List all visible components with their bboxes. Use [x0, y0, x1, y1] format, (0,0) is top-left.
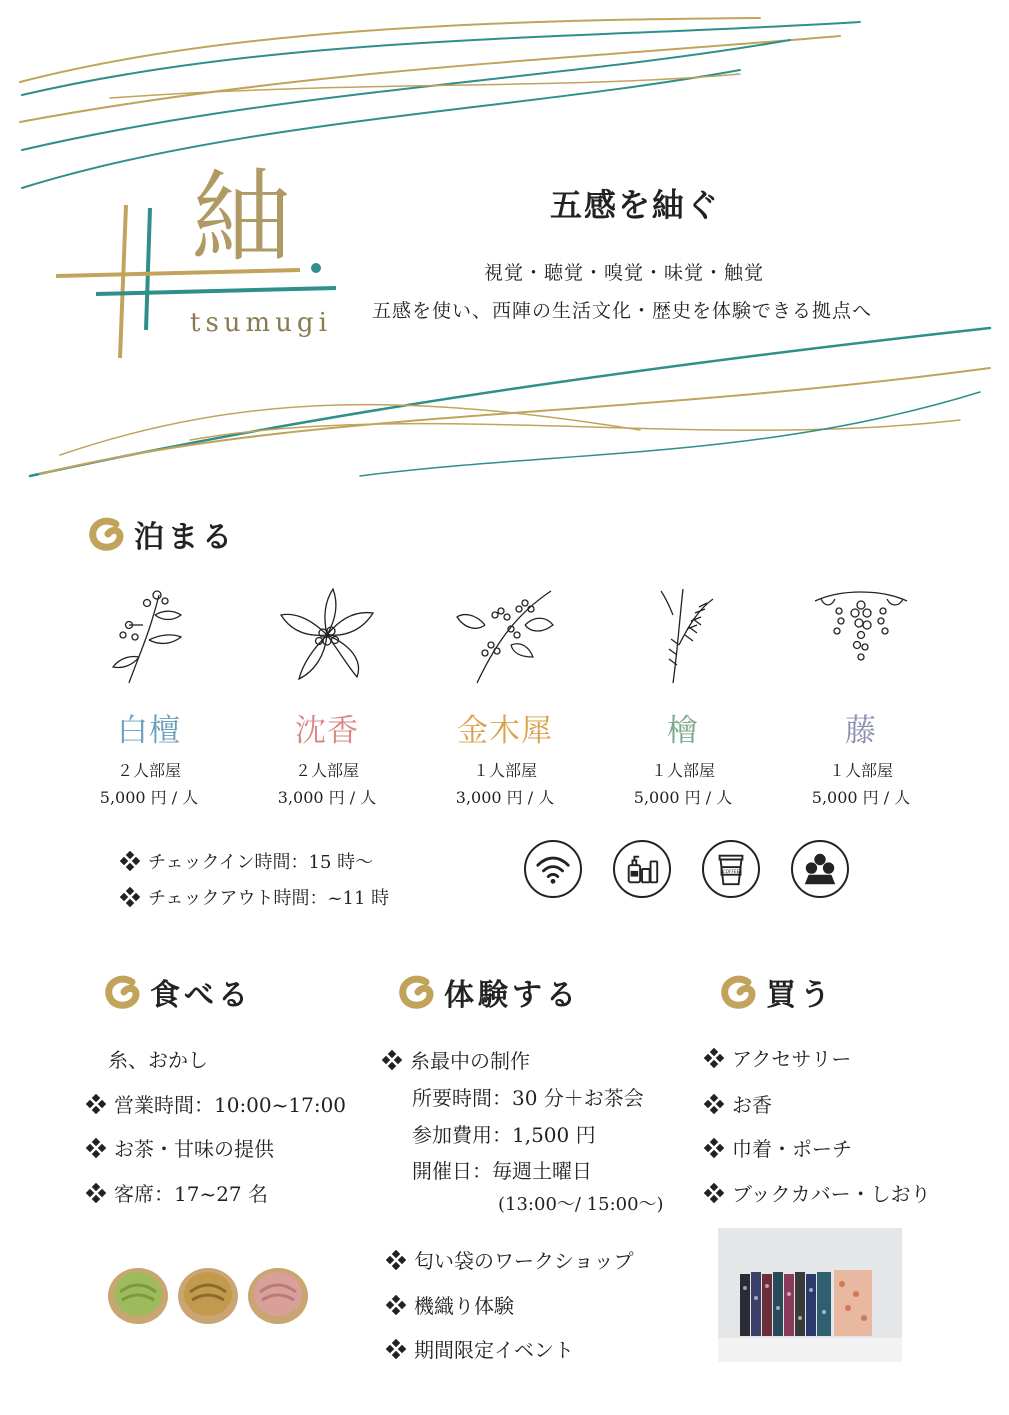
room-capacity: ２人部屋	[116, 761, 181, 780]
experience-item-sachet	[386, 1245, 634, 1274]
checkout-text: チェックアウト時間：~11 時	[148, 888, 390, 909]
logo-kanji: 紬	[192, 159, 292, 276]
room-name: 金木犀	[457, 713, 553, 749]
description-line: 五感を使い、西陣の生活文化・歴史を体験できる拠点へ	[372, 300, 873, 322]
wisteria-flower-icon	[811, 585, 911, 685]
experience-main-label: 糸最中の制作	[410, 1049, 530, 1073]
eat-item-seats	[86, 1178, 268, 1207]
room-card-fuji	[772, 585, 950, 808]
diamond-bullet-icon	[704, 1094, 724, 1114]
experience-fee: 参加費用：1,500 円	[412, 1123, 596, 1147]
diamond-bullet-icon	[386, 1250, 406, 1270]
experience-duration: 所要時間：30 分＋お茶会	[412, 1086, 644, 1110]
room-capacity: １人部屋	[472, 761, 537, 780]
tagline: 五感を紬ぐ	[550, 186, 721, 224]
section-title-experience	[396, 970, 580, 1014]
checkin-time	[120, 848, 373, 874]
room-card-kinmokusei	[416, 585, 594, 808]
experience-item-weaving	[386, 1290, 514, 1319]
diamond-bullet-icon	[120, 887, 140, 907]
room-card-hinoki	[594, 585, 772, 808]
experience-item-events	[386, 1334, 574, 1363]
experience-times: (13:00～/ 15:00～)	[498, 1194, 664, 1215]
diamond-bullet-icon	[86, 1183, 106, 1203]
coffee-icon	[702, 840, 760, 898]
amenity-icons	[524, 840, 849, 898]
toiletries-icon	[613, 840, 671, 898]
section-title-eat	[102, 970, 252, 1014]
agarwood-flower-icon	[277, 585, 377, 685]
diamond-bullet-icon	[86, 1094, 106, 1114]
brush-circle-icon	[102, 972, 142, 1012]
buy-item-pouch	[704, 1133, 852, 1162]
logo-roman-text: tsumugi	[190, 308, 332, 338]
section-title-buy	[718, 970, 834, 1014]
buy-item-bookcover	[704, 1178, 931, 1207]
book-covers-photo	[718, 1228, 902, 1362]
buy-item-label: アクセサリー	[732, 1047, 852, 1071]
monaka-sweets-image	[104, 1262, 308, 1328]
senses-line: 視覚・聴覚・嗅覚・味覚・触覚	[484, 262, 765, 284]
svg-text:COFFEE: COFFEE	[722, 869, 740, 875]
checkout-time	[120, 884, 389, 910]
wifi-icon	[524, 840, 582, 898]
cypress-branch-icon	[633, 585, 733, 685]
room-name: 沈香	[295, 713, 359, 749]
room-capacity: １人部屋	[650, 761, 715, 780]
brush-circle-icon	[718, 972, 758, 1012]
section-title-buy-label: 買う	[766, 978, 834, 1013]
experience-item-label: 機織り体験	[414, 1294, 514, 1318]
room-capacity: １人部屋	[828, 761, 893, 780]
room-name: 檜	[667, 713, 699, 749]
section-title-stay	[86, 512, 236, 556]
diamond-bullet-icon	[704, 1183, 724, 1203]
sandalwood-flower-icon	[99, 585, 199, 685]
diamond-bullet-icon	[386, 1295, 406, 1315]
diamond-bullet-icon	[120, 851, 140, 871]
section-title-eat-label: 食べる	[150, 978, 252, 1013]
shared-space-icon	[791, 840, 849, 898]
room-card-byakudan	[60, 585, 238, 808]
buy-item-label: お香	[732, 1093, 772, 1117]
room-price: 5,000 円 / 人	[99, 788, 199, 807]
diamond-bullet-icon	[86, 1138, 106, 1158]
room-price: 3,000 円 / 人	[277, 788, 377, 807]
eat-item-label: 営業時間：10:00~17:00	[114, 1093, 347, 1117]
room-capacity: ２人部屋	[294, 761, 359, 780]
osmanthus-flower-icon	[455, 585, 555, 685]
buy-item-label: ブックカバー・しおり	[732, 1182, 931, 1206]
checkin-text: チェックイン時間：15 時～	[148, 852, 374, 873]
diamond-bullet-icon	[704, 1138, 724, 1158]
room-name: 白檀	[117, 713, 181, 749]
experience-main-item	[382, 1045, 530, 1074]
diamond-bullet-icon	[382, 1050, 402, 1070]
brush-circle-icon	[86, 514, 126, 554]
buy-item-label: 巾着・ポーチ	[732, 1137, 852, 1161]
shop-name: 糸、おかし	[108, 1048, 208, 1072]
buy-item-accessories	[704, 1043, 851, 1072]
room-card-jinko	[238, 585, 416, 808]
section-title-stay-label: 泊まる	[134, 520, 236, 555]
room-price: 5,000 円 / 人	[811, 788, 911, 807]
room-name: 藤	[845, 713, 877, 749]
diamond-bullet-icon	[386, 1339, 406, 1359]
experience-item-label: 期間限定イベント	[414, 1338, 574, 1362]
experience-item-label: 匂い袋のワークショップ	[414, 1249, 634, 1273]
eat-item-label: 客席：17~27 名	[114, 1182, 269, 1206]
buy-item-incense	[704, 1089, 772, 1118]
eat-item-tea	[86, 1133, 274, 1162]
brush-circle-icon	[396, 972, 436, 1012]
eat-item-hours	[86, 1089, 346, 1118]
room-price: 3,000 円 / 人	[455, 788, 555, 807]
room-price: 5,000 円 / 人	[633, 788, 733, 807]
room-list	[60, 585, 950, 808]
section-title-experience-label: 体験する	[444, 978, 580, 1013]
eat-item-label: お茶・甘味の提供	[114, 1137, 274, 1161]
diamond-bullet-icon	[704, 1048, 724, 1068]
experience-schedule: 開催日：毎週土曜日	[412, 1159, 592, 1183]
